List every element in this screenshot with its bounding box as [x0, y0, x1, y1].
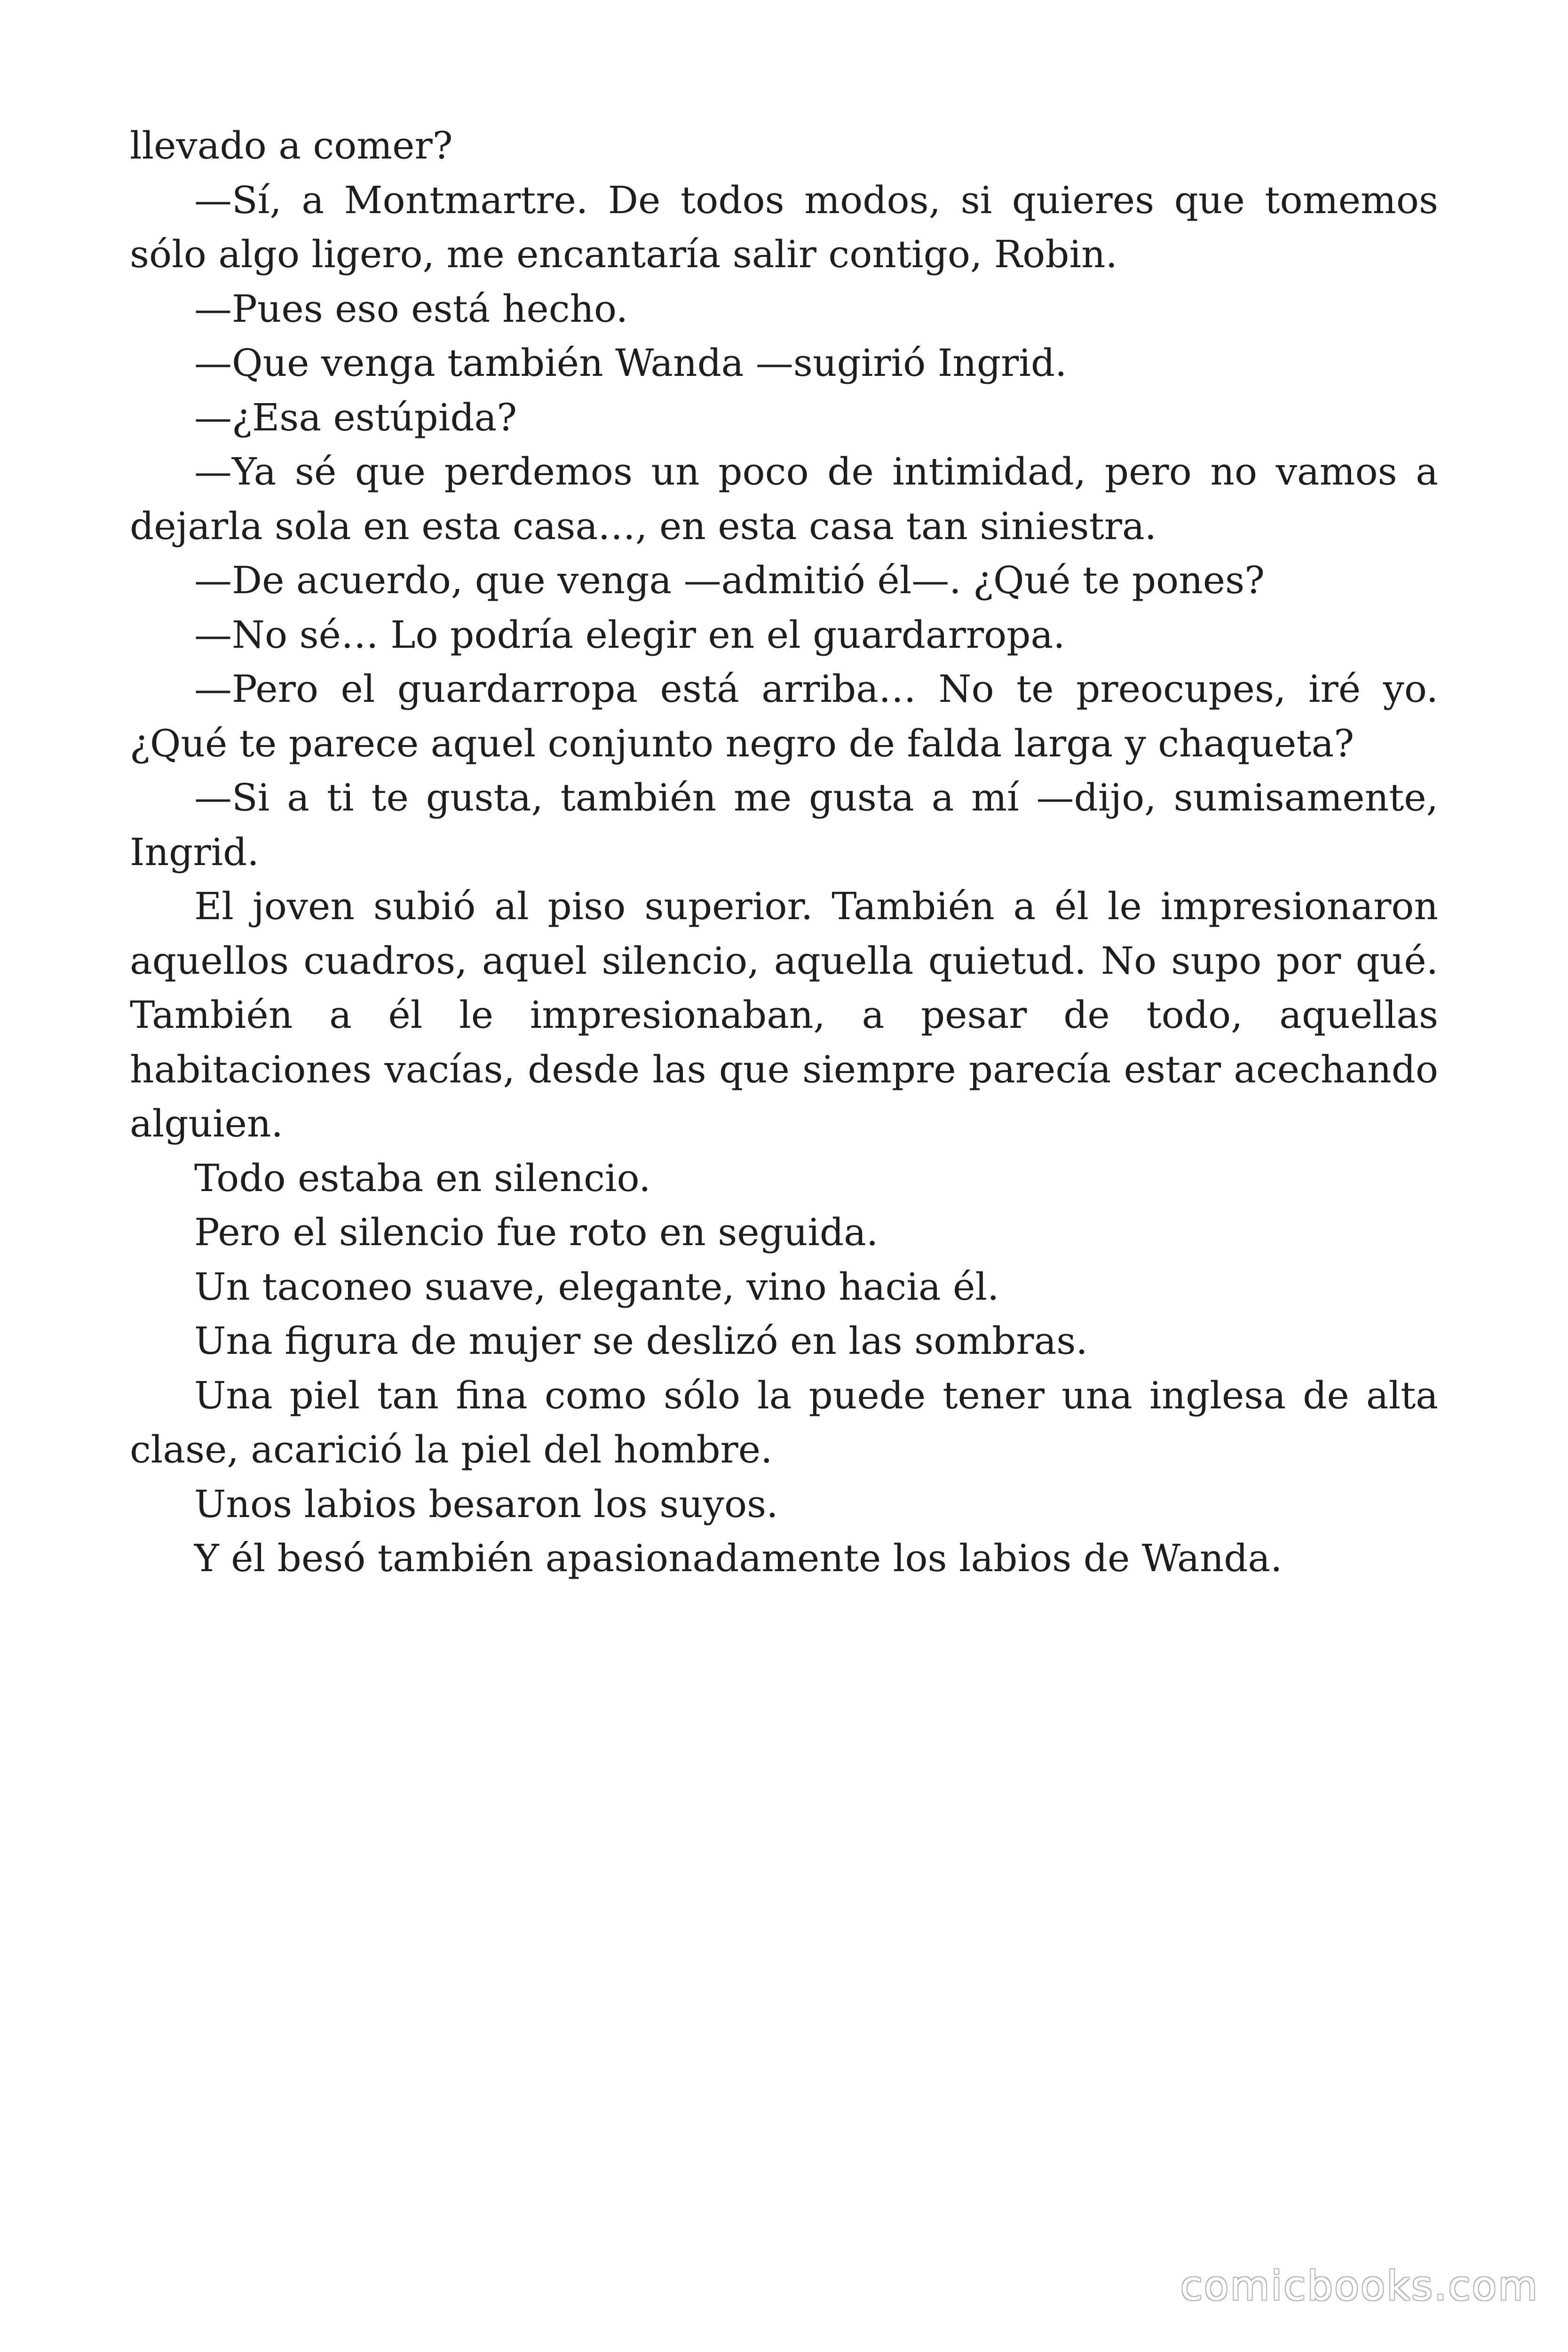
paragraph: —Ya sé que perdemos un poco de intimidad, pero no vamos a dejarla sola en esta casa…, en esta casa tan siniestra.	[130, 450, 1438, 548]
paragraph: —¿Esa estúpida?	[194, 395, 517, 439]
paragraph: Todo estaba en silencio.	[194, 1156, 651, 1200]
paragraph: Un taconeo suave, elegante, vino hacia él.	[194, 1264, 999, 1309]
paragraph: Y él besó también apasionadamente los labios de Wanda.	[194, 1536, 1283, 1580]
paragraph: Una piel tan fina como sólo la puede tener una inglesa de alta clase, acarició la piel del hombre.	[130, 1373, 1438, 1471]
paragraph: —Pues eso está hecho.	[194, 286, 628, 331]
paragraph: —Sí, a Montmartre. De todos modos, si quieres que tomemos sólo algo ligero, me encantaría salir contigo, Robin.	[130, 178, 1438, 276]
paragraph: —No sé… Lo podría elegir en el guardarropa.	[194, 612, 1065, 657]
paragraph: Pero el silencio fue roto en seguida.	[194, 1210, 879, 1254]
paragraph: —De acuerdo, que venga —admitió él—. ¿Qué te pones?	[194, 558, 1265, 602]
paragraph: Una figura de mujer se deslizó en las sombras.	[194, 1319, 1088, 1363]
paragraph: —Si a ti te gusta, también me gusta a mí —dijo, sumisamente, Ingrid.	[130, 776, 1438, 874]
watermark-logo: comicbooks.com	[1180, 2263, 1539, 2310]
paragraph: —Que venga también Wanda —sugirió Ingrid.	[194, 341, 1067, 385]
page-body-text	[130, 119, 1438, 1586]
paragraph: llevado a comer?	[130, 124, 453, 167]
paragraph: Unos labios besaron los suyos.	[194, 1482, 778, 1526]
paragraph: El joven subió al piso superior. También a él le impresionaron aquellos cuadros, aquel silencio, aquella quietud. No supo por qué. También a él le impresionaban, a pesar de todo, aquellas habitaciones vacías, desde las que siempre parecía estar acechando alguien.	[130, 884, 1438, 1145]
paragraph: —Pero el guardarropa está arriba… No te preocupes, iré yo. ¿Qué te parece aquel conjunto negro de falda larga y chaqueta?	[130, 667, 1438, 765]
